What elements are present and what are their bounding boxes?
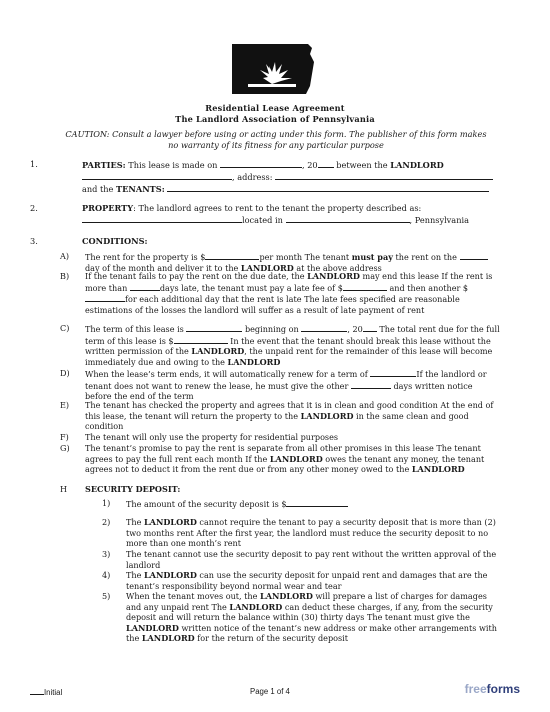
condition-letter: G) <box>60 443 70 453</box>
condition-letter: F) <box>60 432 69 442</box>
lease-year-field[interactable] <box>318 159 334 168</box>
condition-letter: A) <box>60 251 70 261</box>
between-text: between the <box>336 160 388 170</box>
condition-text: The term of this lease is beginning on , 20 The total rent due for the full term of this lease is $ In the event that the tenant should break this lease without the written permission of the LANDLORD, the unpaid rent for the remainder of this lease will become immediately due and owing to the LANDLORD <box>85 324 500 367</box>
year-prefix: , 20 <box>302 160 318 170</box>
initial-field[interactable] <box>30 687 62 697</box>
deposit-text: The LANDLORD can use the security deposit for unpaid rent and damages that are the tenant’s responsibility beyond normal wear and tear <box>126 570 488 591</box>
condition-text: When the lease’s term ends, it will automatically renew for a term of If the landlord or tenant does not want to renew the lease, he must give the other days written notice before the end of the term <box>85 369 487 402</box>
section-2-number: 2. <box>30 203 38 213</box>
property-location-field[interactable] <box>286 214 410 223</box>
address-label: , address: <box>232 172 273 182</box>
landlord-label: LANDLORD <box>390 160 444 170</box>
parties-label: PARTIES: <box>82 160 126 170</box>
brand-free: free <box>464 682 487 696</box>
caution-line-2: no warranty of its fitness for any particular purpose <box>168 140 384 150</box>
condition-letter: B) <box>60 271 70 281</box>
section-1-number: 1. <box>30 159 38 169</box>
condition-text: The tenant will only use the property for residential purposes <box>85 432 339 442</box>
section-2-property <box>82 203 502 226</box>
deposit-number: 2) <box>102 517 111 527</box>
parties-text: This lease is made on <box>128 160 218 170</box>
condition-letter: D) <box>60 368 70 378</box>
pennsylvania-text: , Pennsylvania <box>409 215 469 225</box>
landlord-address-field[interactable] <box>275 171 493 180</box>
deposit-text: The tenant cannot use the security deposit to pay rent without the written approval of the landlord <box>126 549 497 570</box>
landlord-name-field[interactable] <box>82 171 232 180</box>
page-number: Page 1 of 4 <box>250 687 290 696</box>
condition-text: The rent for the property is $ per month The tenant must pay the rent on the day of the month and deliver it to the LANDLORD at the above address <box>85 251 500 273</box>
property-label: PROPERTY <box>82 203 134 213</box>
condition-text: The tenant’s promise to pay the rent is separate from all other promises in this lease The tenant agrees to pay the full rent each month If the LANDLORD owes the tenant any money, the tenant agrees not to deduct it from the rent due or from any other money owed to the LANDLORD <box>85 443 485 475</box>
deposit-text: The amount of the security deposit is $ <box>126 498 498 510</box>
deposit-number: 5) <box>102 591 111 601</box>
initial-label: Initial <box>44 688 63 697</box>
deposit-text: The LANDLORD cannot require the tenant to pay a security deposit that is more than (2) two months rent After the first year, the landlord must reduce the security deposit to no more than one month’s rent <box>126 517 496 549</box>
conditions-label: CONDITIONS: <box>82 236 148 246</box>
deposit-number: 4) <box>102 570 111 580</box>
initial-line[interactable] <box>30 687 44 695</box>
property-text: : The landlord agrees to rent to the tenant the property described as: <box>133 203 422 213</box>
condition-letter: H <box>60 484 68 494</box>
condition-text: SECURITY DEPOSIT: <box>85 484 181 494</box>
condition-text: The tenant has checked the property and agrees that it is in clean and good condition At the end of this lease, the tenant will return the property to the LANDLORD in the same clean and good condition <box>85 400 494 432</box>
located-in-text: located in <box>242 215 283 225</box>
condition-letter: C) <box>60 323 70 333</box>
tenants-name-field[interactable] <box>167 183 489 192</box>
condition-text: If the tenant fails to pay the rent on the due date, the LANDLORD may end this lease If the rent is more than days late, the tenant must pay a late fee of $ and then another $for each additional day that the rent is late The late fees specified are reasonable estimations of the losses the landlord will suffer as a result of late payment of rent <box>85 271 493 315</box>
section-1-parties <box>82 159 502 195</box>
deposit-number: 3) <box>102 549 111 559</box>
tenants-label: TENANTS: <box>116 184 165 194</box>
condition-letter: E) <box>60 400 70 410</box>
brand-forms: forms <box>486 682 520 696</box>
and-the-text: and the <box>82 184 114 194</box>
freeforms-brand <box>465 682 520 696</box>
caution-line-1: CAUTION: Consult a lawyer before using or acting under this form. The publisher of this form makes <box>65 129 487 139</box>
lease-date-field[interactable] <box>220 159 302 168</box>
section-3-number: 3. <box>30 236 38 246</box>
document-title: Residential Lease Agreement <box>205 103 345 113</box>
property-description-field[interactable] <box>82 214 242 223</box>
document-subtitle: The Landlord Association of Pennsylvania <box>175 114 375 124</box>
deposit-number: 1) <box>102 498 111 508</box>
deposit-text: When the tenant moves out, the LANDLORD will prepare a list of charges for damages and any unpaid rent The LANDLORD can deduct these charges, if any, from the security deposit and will return the balance within (30) thirty days The tenant must give the LANDLORD written notice of the tenant’s new address or make other arrangements with the LANDLORD for the return of the security deposit <box>126 591 497 644</box>
pennsylvania-starburst-logo <box>228 40 316 98</box>
